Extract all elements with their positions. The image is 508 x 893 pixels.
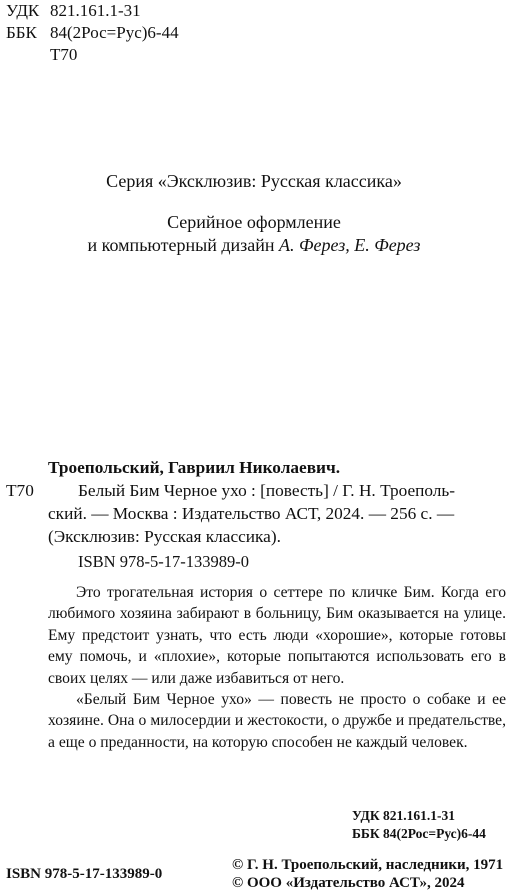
footer-isbn: ISBN 978-5-17-133989-0 bbox=[6, 866, 163, 882]
entry-line-1: Белый Бим Черное ухо : [повесть] / Г. Н. Троеполь- bbox=[78, 481, 456, 500]
entry-line-2: ский. — Москва : Издательство АСТ, 2024. — 256 с. — bbox=[48, 504, 455, 523]
bottom-bbk: ББК 84(2Рос=Рус)6-44 bbox=[352, 826, 486, 841]
bbk-label: ББК bbox=[6, 23, 37, 42]
bbk-value: 84(2Рос=Рус)6-44 bbox=[50, 23, 179, 42]
bbk-line bbox=[6, 22, 179, 44]
designer-names: А. Ферез, Е. Ферез bbox=[278, 235, 421, 255]
entry-isbn: ISBN 978-5-17-133989-0 bbox=[78, 552, 249, 571]
entry-line-3: (Эксклюзив: Русская классика). bbox=[48, 527, 281, 546]
design-prefix: и компьютерный дизайн bbox=[87, 235, 279, 255]
bottom-udk: УДК 821.161.1-31 bbox=[352, 808, 455, 823]
author-mark-top: Т70 bbox=[50, 45, 78, 64]
entry-author: Троепольский, Гавриил Николаевич. bbox=[48, 458, 341, 477]
copyright-publisher: © ООО «Издательство АСТ», 2024 bbox=[232, 875, 465, 891]
series-title: Серия «Эксклюзив: Русская классика» bbox=[106, 171, 402, 191]
design-line-2 bbox=[0, 234, 508, 257]
entry-mark: Т70 bbox=[6, 481, 34, 500]
udk-line bbox=[6, 0, 141, 22]
design-line-1: Серийное оформление bbox=[167, 212, 341, 232]
annotation-paragraph-2: «Белый Бим Черное ухо» — повесть не просто о собаке и ее хозяине. Она о милосердии и жестокости, о дружбе и предательстве, а еще о преданности, на которую способен не каждый человек. bbox=[48, 691, 506, 751]
udk-label: УДК bbox=[6, 1, 40, 20]
udk-value: 821.161.1-31 bbox=[50, 1, 141, 20]
copyright-author: © Г. Н. Троепольский, наследники, 1971 bbox=[232, 857, 504, 873]
annotation bbox=[48, 582, 506, 753]
annotation-paragraph-1: Это трогательная история о сеттере по кличке Бим. Когда его любимого хозяина забирают в больницу, Бим оказывается на улице. Ему предстоит узнать, что есть люди «хорошие», которые готовы ему помочь, и «плохие», которые попытаются использовать его в своих целях — или даже избавиться от него. bbox=[48, 584, 506, 687]
